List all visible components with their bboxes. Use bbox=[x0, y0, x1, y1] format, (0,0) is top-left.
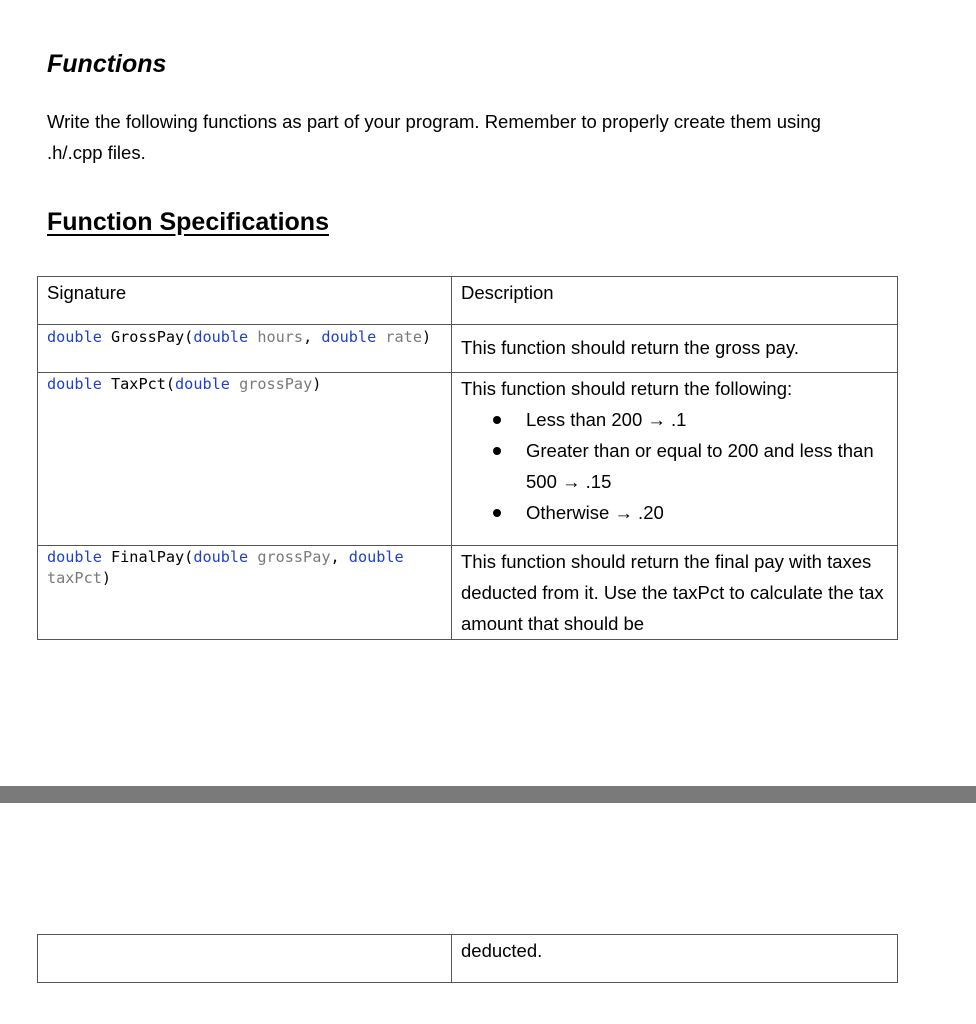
signature-header-cell bbox=[38, 277, 452, 325]
finalpay-description-continued: deducted. bbox=[461, 940, 543, 961]
list-item: Less than 200 → .1 bbox=[491, 404, 889, 435]
table-header-row bbox=[38, 277, 898, 325]
code-keyword: double bbox=[47, 548, 102, 566]
taxpct-signature bbox=[38, 373, 451, 395]
code-param: taxPct bbox=[47, 569, 102, 587]
code-keyword: double bbox=[47, 328, 102, 346]
grosspay-description: This function should return the gross pay. bbox=[461, 337, 799, 358]
taxpct-description-text: This function should return the following: bbox=[461, 378, 793, 399]
code-function-name: TaxPct( bbox=[101, 375, 176, 393]
code-keyword: double bbox=[348, 548, 404, 566]
signature-cell bbox=[38, 546, 452, 640]
code-keyword: double bbox=[175, 375, 230, 393]
description-cell bbox=[452, 935, 898, 983]
signature-cell bbox=[38, 325, 452, 373]
functions-heading: Functions bbox=[47, 50, 167, 78]
table-row bbox=[38, 373, 898, 546]
taxpct-description bbox=[452, 373, 897, 528]
code-keyword: double bbox=[321, 328, 377, 346]
code-function-name: FinalPay( bbox=[101, 548, 194, 566]
code-param: rate bbox=[385, 328, 422, 346]
code-punct: ) bbox=[312, 375, 322, 393]
code-function-name: GrossPay( bbox=[101, 328, 194, 346]
code-param: grossPay bbox=[257, 548, 331, 566]
code-punct: ) bbox=[421, 328, 432, 346]
function-specifications-heading: Function Specifications bbox=[47, 208, 329, 236]
description-cell bbox=[452, 325, 898, 373]
list-item: Greater than or equal to 200 and less than 500 → .15 bbox=[491, 435, 889, 497]
code-space bbox=[248, 548, 257, 566]
signature-cell bbox=[38, 373, 452, 546]
description-header-cell bbox=[452, 277, 898, 325]
code-keyword: double bbox=[47, 375, 102, 393]
table-row bbox=[38, 935, 898, 983]
code-punct: , bbox=[303, 328, 322, 346]
list-item: Otherwise → .20 bbox=[491, 497, 889, 528]
code-param: hours bbox=[257, 328, 304, 346]
description-cell bbox=[452, 546, 898, 640]
code-punct: ) bbox=[101, 569, 112, 587]
signature-cell bbox=[38, 935, 452, 983]
tax-bracket-list bbox=[461, 404, 889, 528]
code-space bbox=[248, 328, 257, 346]
finalpay-description: This function should return the final pay with taxes deducted from it. Use the taxPct to calculate the tax amount that should be bbox=[461, 551, 884, 634]
function-spec-table-continued bbox=[37, 934, 898, 983]
page-break-divider bbox=[0, 786, 976, 803]
code-param: grossPay bbox=[239, 375, 313, 393]
code-keyword: double bbox=[193, 548, 249, 566]
grosspay-signature bbox=[38, 325, 451, 348]
signature-header: Signature bbox=[47, 282, 127, 303]
intro-paragraph: Write the following functions as part of your program. Remember to properly create them using .h/.cpp files. bbox=[47, 111, 821, 163]
code-space bbox=[230, 375, 239, 393]
finalpay-signature bbox=[38, 546, 451, 589]
table-row bbox=[38, 325, 898, 373]
function-spec-table bbox=[37, 276, 898, 640]
table-row bbox=[38, 546, 898, 640]
code-punct: , bbox=[330, 548, 349, 566]
code-keyword: double bbox=[193, 328, 249, 346]
description-cell bbox=[452, 373, 898, 546]
description-header: Description bbox=[461, 282, 554, 303]
